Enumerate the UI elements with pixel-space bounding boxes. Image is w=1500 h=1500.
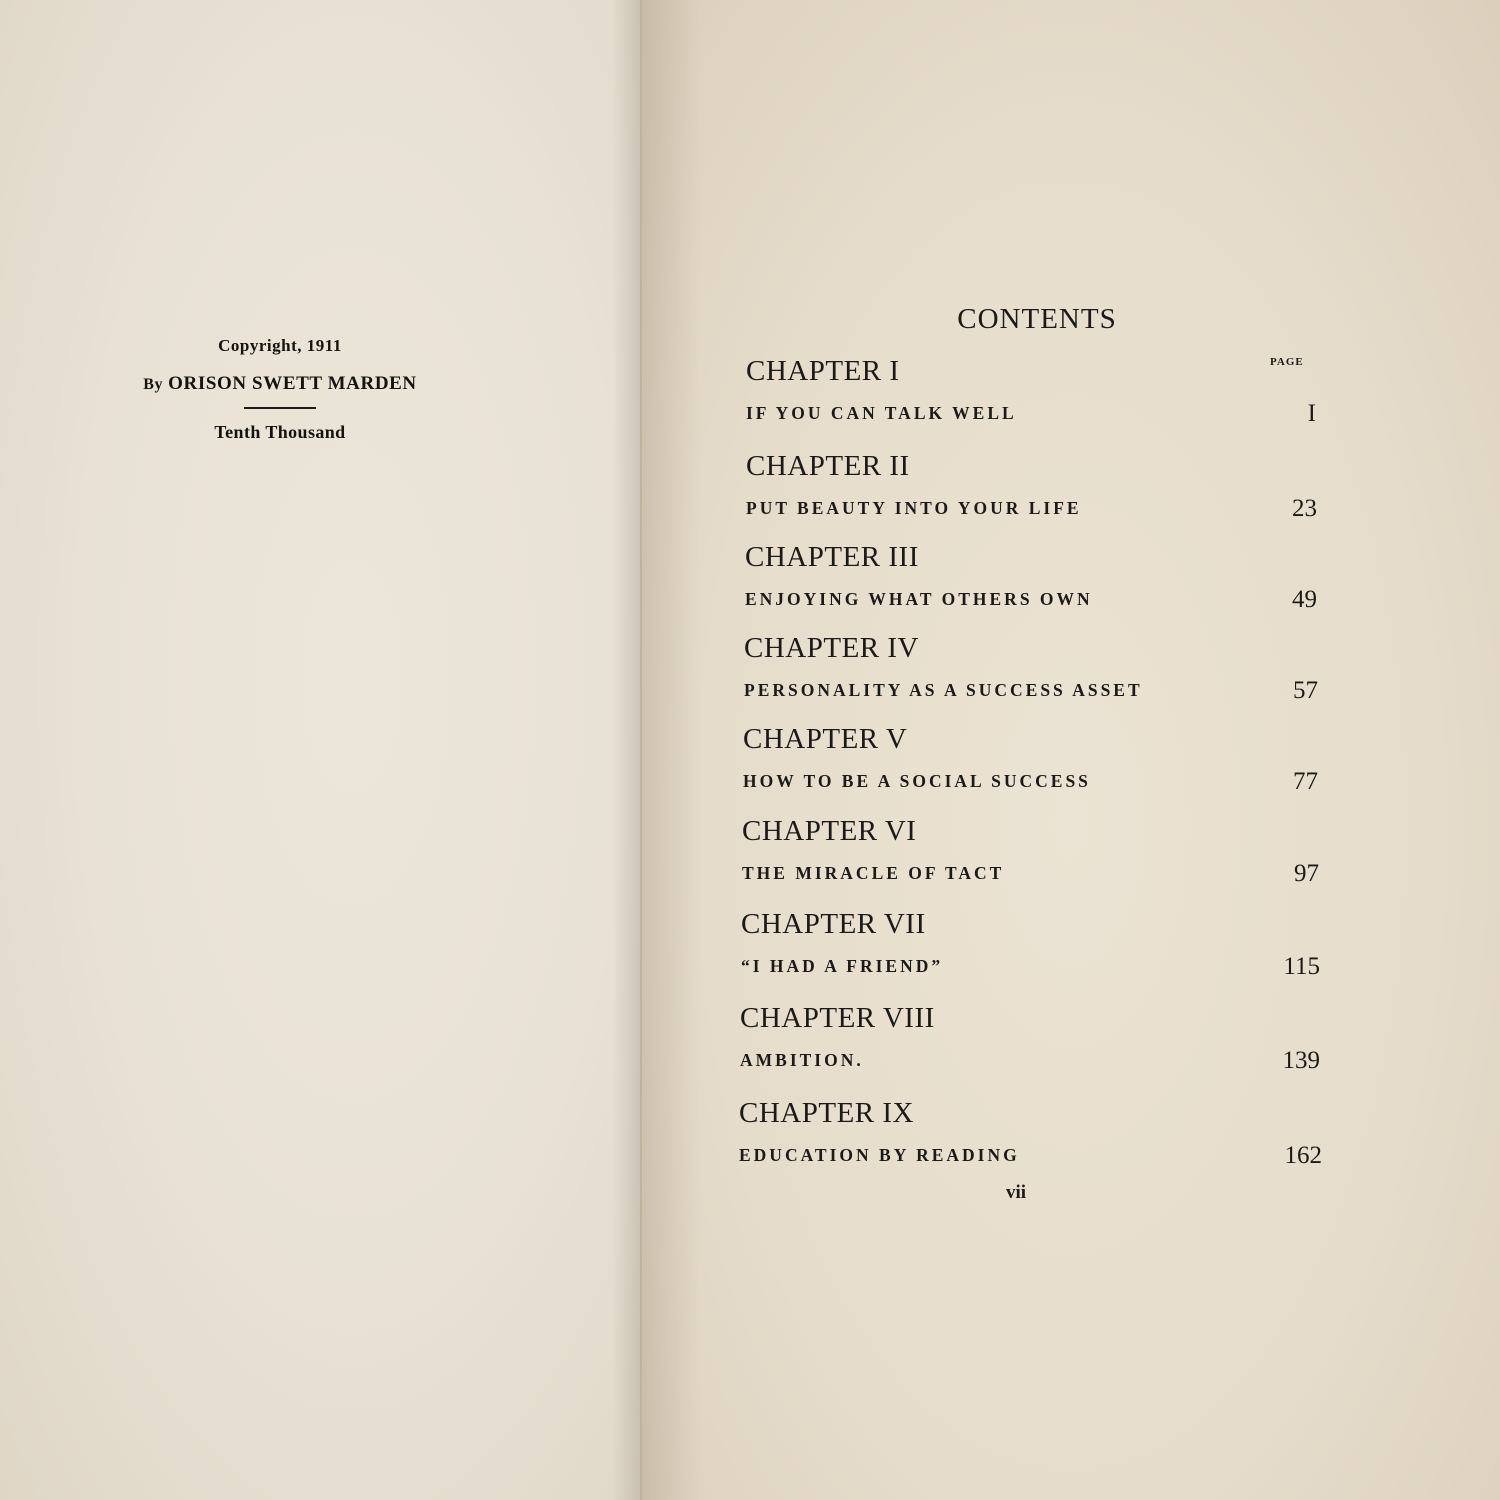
page-column-header: PAGE: [1270, 356, 1304, 368]
chapter-title: IF YOU CAN TALK WELL: [746, 403, 1017, 423]
chapter-entry: [642, 1097, 1500, 1187]
chapter-title: ENJOYING WHAT OTHERS OWN: [745, 589, 1093, 609]
chapter-page-number: 57: [1293, 677, 1318, 704]
chapter-page-number: 49: [1292, 586, 1317, 613]
chapter-page-number: I: [1307, 400, 1316, 427]
author-line: [110, 373, 450, 395]
chapter-page-number: 77: [1293, 768, 1318, 795]
chapter-heading: CHAPTER IV: [744, 632, 919, 664]
copyright-line: Copyright, 1911: [218, 336, 342, 355]
chapter-entry: [642, 723, 1500, 813]
chapter-entry: [642, 908, 1500, 998]
author-by: By: [143, 376, 164, 393]
chapter-page-number: 97: [1294, 860, 1319, 887]
chapter-heading: CHAPTER IX: [739, 1097, 914, 1129]
chapter-heading: CHAPTER VII: [741, 908, 926, 940]
edition-line: Tenth Thousand: [214, 422, 346, 442]
chapter-heading: CHAPTER III: [745, 541, 919, 573]
page-folio: vii: [1006, 1182, 1027, 1203]
chapter-page-number: 115: [1283, 953, 1320, 980]
chapter-title: THE MIRACLE OF TACT: [742, 863, 1005, 883]
right-page: [642, 0, 1500, 1500]
chapter-heading: CHAPTER VI: [742, 815, 917, 847]
author-name: ORISON SWETT MARDEN: [168, 373, 417, 394]
chapter-heading: CHAPTER VIII: [740, 1002, 935, 1034]
chapter-entry: [642, 450, 1500, 540]
chapter-heading: CHAPTER I: [746, 355, 900, 387]
divider-rule: [244, 407, 316, 409]
copyright-block: [110, 336, 450, 443]
chapter-page-number: 139: [1282, 1047, 1320, 1074]
contents-title: CONTENTS: [957, 303, 1117, 335]
left-page: [0, 0, 640, 1500]
chapter-heading: CHAPTER V: [743, 723, 908, 755]
chapter-title: PERSONALITY AS A SUCCESS ASSET: [744, 680, 1143, 700]
chapter-entry: [642, 1002, 1500, 1092]
chapter-page-number: 23: [1292, 495, 1317, 522]
chapter-heading: CHAPTER II: [746, 450, 910, 482]
chapter-entry: [642, 541, 1500, 631]
chapter-title: EDUCATION BY READING: [739, 1145, 1020, 1165]
chapter-title: AMBITION.: [740, 1050, 864, 1070]
chapter-title: “I HAD A FRIEND”: [741, 956, 944, 976]
chapter-title: PUT BEAUTY INTO YOUR LIFE: [746, 498, 1082, 518]
chapter-entry: [642, 355, 1500, 445]
chapter-page-number: 162: [1284, 1142, 1322, 1169]
chapter-title: HOW TO BE A SOCIAL SUCCESS: [743, 771, 1091, 791]
chapter-entry: [642, 815, 1500, 905]
chapter-entry: [642, 632, 1500, 722]
